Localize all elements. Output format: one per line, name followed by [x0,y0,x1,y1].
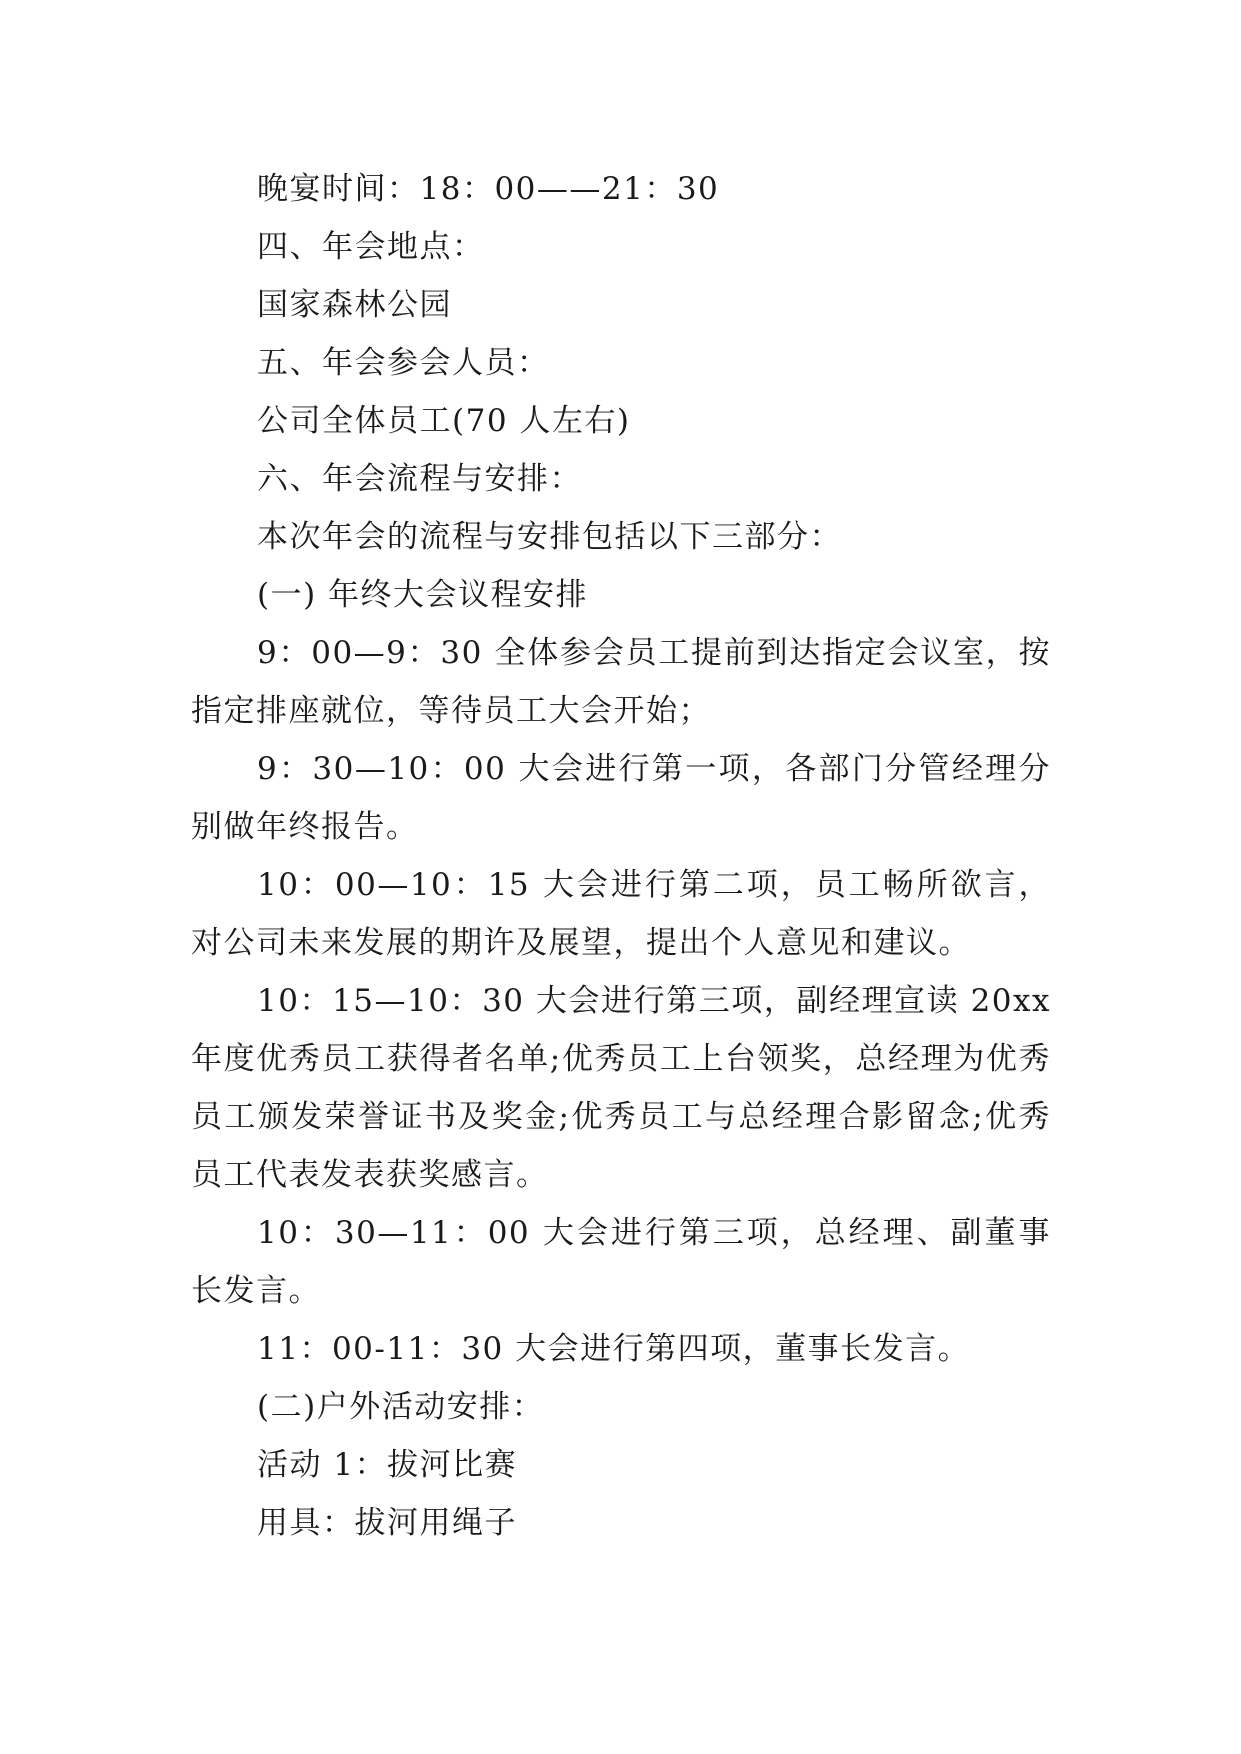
paragraph-agenda-item: 11：00-11：30 大会进行第四项，董事长发言。 [257,1331,971,1367]
paragraph-schedule-intro: 本次年会的流程与安排包括以下三部分： [257,519,842,555]
paragraph-attendees: 公司全体员工(70 人左右) [257,403,631,439]
paragraph-equipment: 用具：拔河用绳子 [257,1505,517,1541]
paragraph-agenda-item: 9：00—9：30 全体参会员工提前到达指定会议室，按指定排座就位，等待员工大会开始； [191,635,1051,729]
subheading-outdoor-activities: (二)户外活动安排： [257,1389,545,1425]
heading-attendees: 五、年会参会人员： [257,345,550,381]
heading-venue: 四、年会地点： [257,229,485,265]
paragraph-venue: 国家森林公园 [257,287,452,323]
document-body [191,160,1051,1552]
paragraph-agenda-item: 10：00—10：15 大会进行第二项，员工畅所欲言，对公司未来发展的期许及展望，提出个人意见和建议。 [191,867,1051,961]
paragraph-activity: 活动 1：拔河比赛 [257,1447,518,1483]
paragraph-agenda-item: 10：15—10：30 大会进行第三项，副经理宣读 20xx 年度优秀员工获得者名单;优秀员工上台领奖，总经理为优秀员工颁发荣誉证书及奖金;优秀员工与总经理合影留念;优秀员工代表发表获奖感言。 [191,983,1051,1193]
paragraph-dinner-time: 晚宴时间：18：00——21：30 [257,171,720,207]
paragraph-agenda-item: 9：30—10：00 大会进行第一项，各部门分管经理分别做年终报告。 [191,751,1051,845]
subheading-annual-meeting: (一) 年终大会议程安排 [257,577,589,613]
heading-schedule: 六、年会流程与安排： [257,461,582,497]
paragraph-agenda-item: 10：30—11：00 大会进行第三项，总经理、副董事长发言。 [191,1215,1051,1309]
